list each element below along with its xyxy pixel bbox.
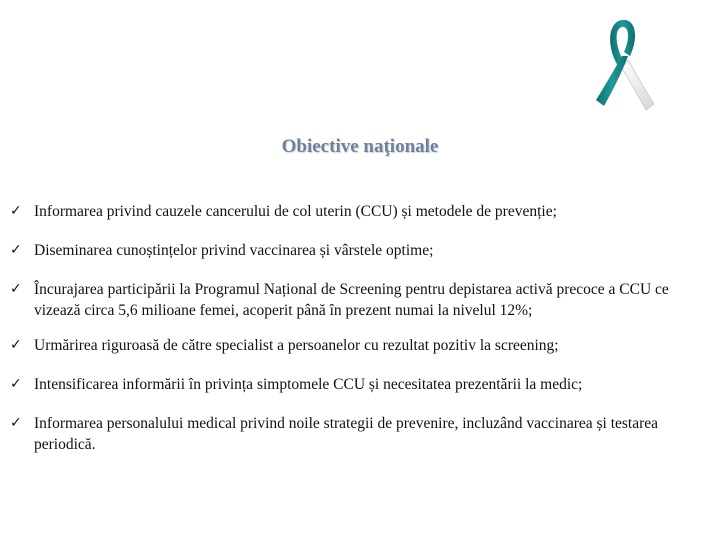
list-item-text: Diseminarea cunoștințelor privind vaccinarea și vârstele optime; xyxy=(34,242,434,259)
awareness-ribbon-icon xyxy=(588,16,668,116)
list-item-text: Informarea personalului medical privind noile strategii de prevenire, incluzând vaccinarea și testarea periodică. xyxy=(34,415,659,453)
list-item xyxy=(10,201,712,222)
list-item xyxy=(10,279,712,321)
checkmark-icon: ✓ xyxy=(10,415,22,431)
checkmark-icon: ✓ xyxy=(10,203,22,219)
checkmark-icon: ✓ xyxy=(10,376,22,392)
list-item-text: Intensificarea informării în privința simptomele CCU și necesitatea prezentării la medic; xyxy=(34,376,583,393)
list-item xyxy=(10,374,712,395)
checkmark-icon: ✓ xyxy=(10,242,22,258)
checkmark-icon: ✓ xyxy=(10,281,22,297)
list-item-text: Încurajarea participării la Programul Național de Screening pentru depistarea activă precoce a CCU ce vizează circa 5,6 milioane femei, acoperit până în prezent numai la nivelul 12%; xyxy=(34,281,669,319)
list-item xyxy=(10,413,712,455)
list-item xyxy=(10,240,712,261)
list-item-text: Urmărirea riguroasă de către specialist a persoanelor cu rezultat pozitiv la screening; xyxy=(34,337,559,354)
checkmark-icon: ✓ xyxy=(10,337,22,353)
objectives-list xyxy=(10,201,712,469)
list-item-text: Informarea privind cauzele cancerului de col uterin (CCU) și metodele de prevenție; xyxy=(34,203,557,220)
page-title: Obiective naţionale xyxy=(281,136,439,157)
list-item xyxy=(10,335,712,356)
